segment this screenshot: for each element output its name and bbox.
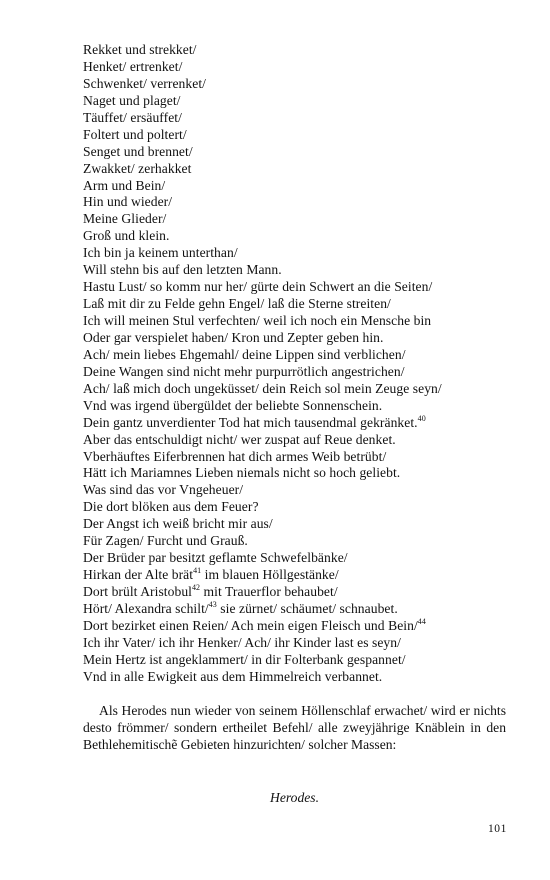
footnote-marker: 43 — [208, 599, 217, 609]
verse-line-text: Hastu Lust/ so komm nur her/ gürte dein Schwert an die Seiten/ — [83, 279, 433, 295]
verse-line-text: Vnd in alle Ewigkeit aus dem Himmelreich verbannet. — [83, 668, 383, 684]
verse-line-text-continued: mit Trauerflor behaubet/ — [200, 584, 338, 599]
verse-line — [83, 296, 508, 313]
verse-line-text: Täuffet/ ersäuffet/ — [83, 109, 182, 125]
footnote-marker: 44 — [417, 616, 426, 626]
verse-line-text: Arm und Bein/ — [83, 177, 166, 193]
verse-line-text: Laß mit dir zu Felde gehn Engel/ laß die Sterne streiten/ — [83, 296, 391, 312]
footnote-marker: 40 — [417, 413, 426, 423]
verse-line-text: Dort brült Aristobul — [83, 584, 192, 599]
verse-line — [83, 347, 508, 364]
verse-line — [83, 669, 508, 686]
verse-line — [83, 93, 508, 110]
verse-line — [83, 449, 508, 466]
verse-line-text: Der Brüder par besitzt geflamte Schwefelbänke/ — [83, 550, 348, 566]
verse-line-text-continued: sie zürnet/ schäumet/ schnaubet. — [216, 600, 398, 616]
verse-line-text: Naget und plaget/ — [83, 92, 181, 108]
verse-line — [83, 110, 508, 127]
verse-line — [83, 550, 508, 567]
verse-line — [83, 652, 508, 669]
verse-line — [83, 161, 508, 178]
verse-line-text: Foltert und poltert/ — [83, 126, 187, 142]
verse-line — [83, 144, 508, 161]
verse-line — [83, 465, 508, 482]
verse-line — [83, 178, 508, 195]
verse-line — [83, 567, 508, 584]
verse-line-text: Dein gantz unverdienter Tod hat mich tausendmal gekränket. — [83, 414, 418, 430]
verse-line — [83, 618, 508, 635]
verse-line — [83, 601, 508, 618]
verse-line-text: Henket/ ertrenket/ — [83, 58, 183, 74]
verse-line — [83, 364, 508, 381]
verse-line — [83, 533, 508, 550]
footnote-marker: 42 — [192, 583, 201, 592]
verse-line-text: Deine Wangen sind nicht mehr purpurrötlich angestrichen/ — [83, 363, 405, 379]
verse-line-text: Senget und brennet/ — [83, 143, 193, 159]
verse-line-text: Der Angst ich weiß bricht mir aus/ — [83, 516, 273, 532]
verse-line — [83, 42, 508, 59]
verse-line-text: Rekket und strekket/ — [83, 42, 197, 57]
verse-line-text-continued: im blauen Höllgestänke/ — [201, 567, 339, 583]
verse-line-text: Hätt ich Mariamnes Lieben niemals nicht so hoch geliebt. — [83, 465, 401, 481]
verse-line-text: Groß und klein. — [83, 228, 170, 244]
verse-line-text: Mein Hertz ist angeklammert/ in dir Folterbank gespannet/ — [83, 651, 406, 667]
verse-line — [83, 635, 508, 652]
verse-line — [83, 398, 508, 415]
verse-line — [83, 59, 508, 76]
verse-line — [83, 415, 508, 432]
verse-line-text: Will stehn bis auf den letzten Mann. — [83, 262, 282, 278]
verse-line-text: Ach/ mein liebes Ehgemahl/ deine Lippen sind verblichen/ — [83, 346, 406, 362]
verse-line-text: Hirkan der Alte brät — [83, 567, 194, 583]
verse-line-text: Vberhäuftes Eiferbrennen hat dich armes Weib betrübt/ — [83, 448, 387, 464]
verse-line-text: Ich ihr Vater/ ich ihr Henker/ Ach/ ihr Kinder last es seyn/ — [83, 634, 401, 650]
verse-line-text: Aber das entschuldigt nicht/ wer zuspat auf Reue denket. — [83, 431, 396, 447]
verse-line-text: Dort bezirket einen Reien/ Ach mein eigen Fleisch und Bein/ — [83, 617, 418, 633]
verse-line-text: Ich will meinen Stul verfechten/ weil ich noch ein Mensche bin — [83, 313, 432, 328]
verse-line — [83, 313, 508, 330]
verse-line — [83, 245, 508, 262]
verse-line — [83, 499, 508, 516]
verse-line — [83, 482, 508, 499]
verse-line-text: Was sind das vor Vngeheuer/ — [83, 482, 244, 498]
verse-line-text: Ach/ laß mich doch ungeküsset/ dein Reich sol mein Zeuge seyn/ — [83, 380, 442, 396]
verse-line — [83, 330, 508, 347]
verse-line — [83, 516, 508, 533]
verse-line-text: Hört/ Alexandra schilt/ — [83, 600, 209, 616]
verse-line-text: Ich bin ja keinem unterthan/ — [83, 245, 238, 261]
verse-line — [83, 279, 508, 296]
verse-line — [83, 211, 508, 228]
prose-paragraph: Als Herodes nun wieder von seinem Höllenschlaf erwachet/ wird er nichts desto frömmer/ sondern ertheilet Befehl/ alle zweyjährige Knäblein in den Bethlehemitischẽ Gebieten hinzurichten/ solcher Massen: — [83, 703, 506, 752]
verse-line — [83, 432, 508, 449]
verse-line — [83, 584, 508, 601]
verse-line — [83, 194, 508, 211]
page-number: 101 — [487, 823, 507, 835]
verse-line-text: Vnd was irgend übergüldet der beliebte Sonnenschein. — [83, 397, 383, 413]
verse-line-text: Schwenket/ verrenket/ — [83, 75, 206, 91]
verse-line-text: Meine Glieder/ — [83, 211, 167, 227]
verse-block — [83, 42, 508, 686]
verse-line-text: Für Zagen/ Furcht und Grauß. — [83, 533, 248, 549]
verse-line — [83, 127, 508, 144]
verse-line-text: Die dort blöken aus dem Feuer? — [83, 499, 259, 515]
verse-line — [83, 228, 508, 245]
verse-line-text: Zwakket/ zerhakket — [83, 160, 192, 176]
footnote-marker: 41 — [193, 566, 202, 576]
verse-line — [83, 262, 508, 279]
speaker-heading: Herodes. — [270, 790, 319, 805]
verse-line-text: Oder gar verspielet haben/ Kron und Zepter geben hin. — [83, 329, 384, 345]
verse-line — [83, 381, 508, 398]
verse-line — [83, 76, 508, 93]
verse-line-text: Hin und wieder/ — [83, 194, 173, 210]
